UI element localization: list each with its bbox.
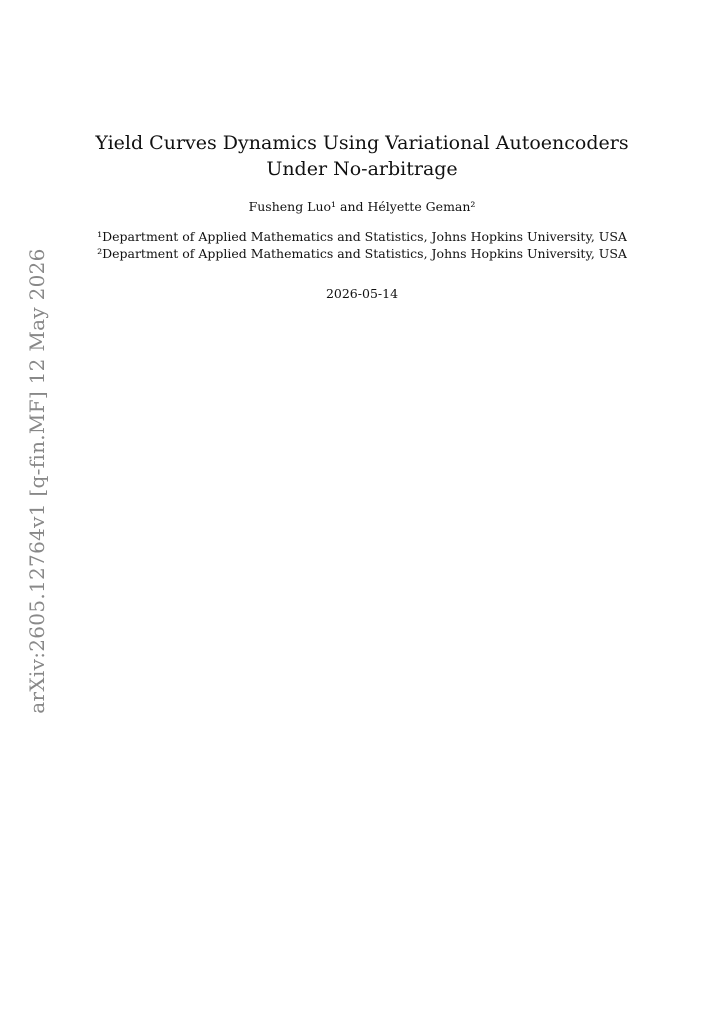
paper-authors: Fusheng Luo¹ and Hélyette Geman²	[248, 199, 476, 214]
paper-title: Yield Curves Dynamics Using Variational Autoencoders Under No-arbitrage	[95, 132, 629, 180]
paper-date: 2026-05-14	[325, 286, 399, 301]
affiliation-2: ²Department of Applied Mathematics and Statistics, Johns Hopkins University, USA	[97, 246, 627, 261]
arxiv-identifier: arXiv:2605.12764v1 [q-fin.MF] 12 May 2026	[25, 248, 49, 714]
affiliation-1: ¹Department of Applied Mathematics and Statistics, Johns Hopkins University, USA	[97, 229, 627, 244]
paper-affiliations	[88, 228, 636, 262]
arxiv-identifier-sidebar	[12, 248, 62, 714]
